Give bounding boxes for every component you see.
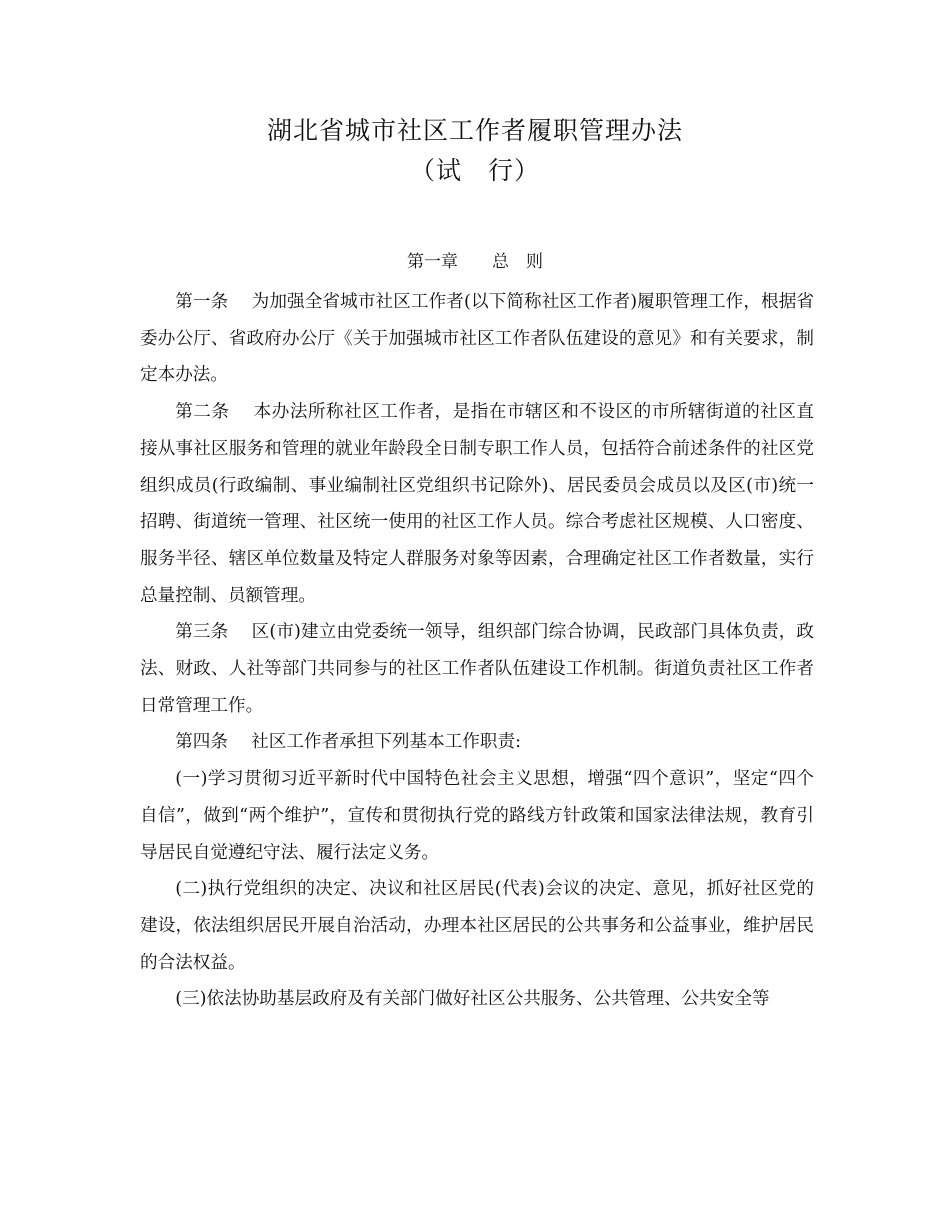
article-3-paragraph: 第三条 区(市)建立由党委统一领导，组织部门综合协调，民政部门具体负责，政法、财政、人社等部门共同参与的社区工作者队伍建设工作机制。街道负责社区工作者日常管理工作。 xyxy=(140,622,814,716)
duty-item-3: (三)依法协助基层政府及有关部门做好社区公共服务、公共管理、公共安全等 xyxy=(175,989,770,1010)
document-subtitle: （试 行） xyxy=(409,156,540,185)
article-4-paragraph: 第四条 社区工作者承担下列基本工作职责: xyxy=(175,732,521,753)
article-1-paragraph: 第一条 为加强全省城市社区工作者(以下简称社区工作者)履职管理工作，根据省委办公厅、省政府办公厅《关于加强城市社区工作者队伍建设的意见》和有关要求，制定本办法。 xyxy=(140,292,814,386)
chapter-heading: 第一章 总 则 xyxy=(407,252,543,272)
duty-item-2: (二)执行党组织的决定、决议和社区居民(代表)会议的决定、意见，抓好社区党的建设，依法组织居民开展自治活动，办理本社区居民的公共事务和公益事业，维护居民的合法权益。 xyxy=(140,879,814,973)
article-2-paragraph: 第二条 本办法所称社区工作者，是指在市辖区和不设区的市所辖街道的社区直接从事社区服务和管理的就业年龄段全日制专职工作人员，包括符合前述条件的社区党组织成员(行政编制、事业编制社区党组织书记除外)、居民委员会成员以及区(市)统一招聘、街道统一管理、社区统一使用的社区工作人员。综合考虑社区规模、人口密度、服务半径、辖区单位数量及特定人群服务对象等因素，合理确定社区工作者数量，实行总量控制、员额管理。 xyxy=(140,402,814,606)
duty-item-1: (一)学习贯彻习近平新时代中国特色社会主义思想，增强“四个意识”，坚定“四个自信”，做到“两个维护”，宣传和贯彻执行党的路线方针政策和国家法律法规，教育引导居民自觉遵纪守法、履行法定义务。 xyxy=(140,769,814,863)
document-title: 湖北省城市社区工作者履职管理办法 xyxy=(266,116,683,145)
document-body xyxy=(140,284,814,1018)
